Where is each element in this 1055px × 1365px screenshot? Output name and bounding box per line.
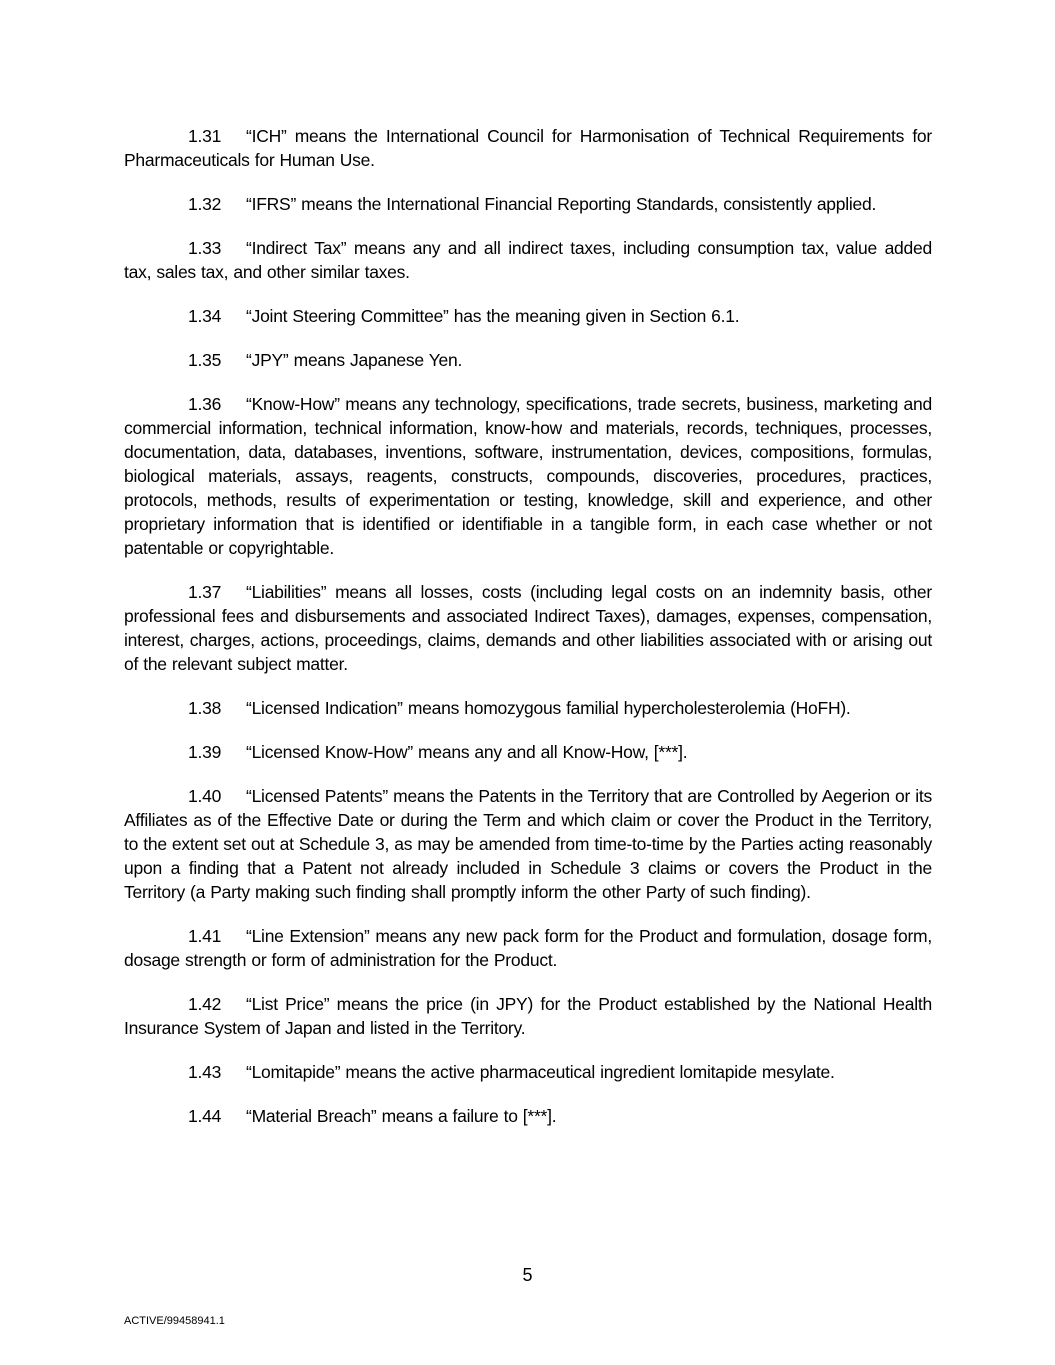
definition-number: 1.32	[188, 194, 222, 214]
definition-1-42	[124, 992, 932, 1040]
definition-1-31	[124, 124, 932, 172]
definition-number: 1.39	[188, 742, 222, 762]
definition-number: 1.31	[188, 126, 222, 146]
definition-number: 1.38	[188, 698, 222, 718]
definition-1-35	[124, 348, 932, 372]
document-id: ACTIVE/99458941.1	[124, 1315, 225, 1327]
definition-text: “Indirect Tax” means any and all indirect taxes, including consumption tax, value added tax, sales tax, and other similar taxes.	[124, 238, 932, 282]
page-number: 5	[522, 1265, 533, 1285]
definition-text: “Liabilities” means all losses, costs (including legal costs on an indemnity basis, other professional fees and disbursements and associated Indirect Taxes), damages, expenses, compensation, interest, charges, actions, proceedings, claims, demands and other liabilities associated with or arising out of the relevant subject matter.	[124, 582, 932, 674]
definition-1-39	[124, 740, 932, 764]
definition-1-44	[124, 1104, 932, 1128]
definition-1-34	[124, 304, 932, 328]
definition-number: 1.36	[188, 394, 222, 414]
definition-number: 1.42	[188, 994, 222, 1014]
definition-text: “Line Extension” means any new pack form for the Product and formulation, dosage form, dosage strength or form of administration for the Product.	[124, 926, 932, 970]
definition-number: 1.35	[188, 350, 222, 370]
definition-1-32	[124, 192, 932, 216]
definition-number: 1.43	[188, 1062, 222, 1082]
definition-number: 1.40	[188, 786, 222, 806]
definition-1-37	[124, 580, 932, 676]
definition-text: “Know-How” means any technology, specifications, trade secrets, business, marketing and commercial information, technical information, know-how and materials, records, techniques, processes, documentation, data, databases, inventions, software, instrumentation, devices, compositions, formulas, biological materials, assays, reagents, constructs, compounds, discoveries, procedures, practices, protocols, methods, results of experimentation or testing, knowledge, skill and experience, and other proprietary information that is identified or identifiable in a tangible form, in each case whether or not patentable or copyrightable.	[124, 394, 932, 558]
definition-text: “Licensed Know-How” means any and all Know-How, [***].	[246, 742, 688, 762]
definition-text: “ICH” means the International Council for Harmonisation of Technical Requirements for Pharmaceuticals for Human Use.	[124, 126, 932, 170]
definition-1-36	[124, 392, 932, 560]
definition-text: “Licensed Patents” means the Patents in the Territory that are Controlled by Aegerion or its Affiliates as of the Effective Date or during the Term and which claim or cover the Product in the Territory, to the extent set out at Schedule 3, as may be amended from time-to-time by the Parties acting reasonably upon a finding that a Patent not already included in Schedule 3 claims or covers the Product in the Territory (a Party making such finding shall promptly inform the other Party of such finding).	[124, 786, 932, 902]
definition-text: “Material Breach” means a failure to [***].	[246, 1106, 557, 1126]
definition-text: “Joint Steering Committee” has the meaning given in Section 6.1.	[246, 306, 740, 326]
definition-number: 1.44	[188, 1106, 222, 1126]
definition-text: “Lomitapide” means the active pharmaceutical ingredient lomitapide mesylate.	[246, 1062, 835, 1082]
definition-number: 1.34	[188, 306, 222, 326]
definition-text: “IFRS” means the International Financial Reporting Standards, consistently applied.	[246, 194, 877, 214]
definition-1-40	[124, 784, 932, 904]
definition-number: 1.41	[188, 926, 222, 946]
definition-1-33	[124, 236, 932, 284]
definition-number: 1.33	[188, 238, 222, 258]
definition-1-41	[124, 924, 932, 972]
definitions-list	[124, 124, 932, 1148]
definition-1-43	[124, 1060, 932, 1084]
definition-text: “Licensed Indication” means homozygous familial hypercholesterolemia (HoFH).	[246, 698, 851, 718]
definition-text: “JPY” means Japanese Yen.	[246, 350, 463, 370]
definition-1-38	[124, 696, 932, 720]
definition-text: “List Price” means the price (in JPY) for the Product established by the National Health Insurance System of Japan and listed in the Territory.	[124, 994, 932, 1038]
definition-number: 1.37	[188, 582, 222, 602]
